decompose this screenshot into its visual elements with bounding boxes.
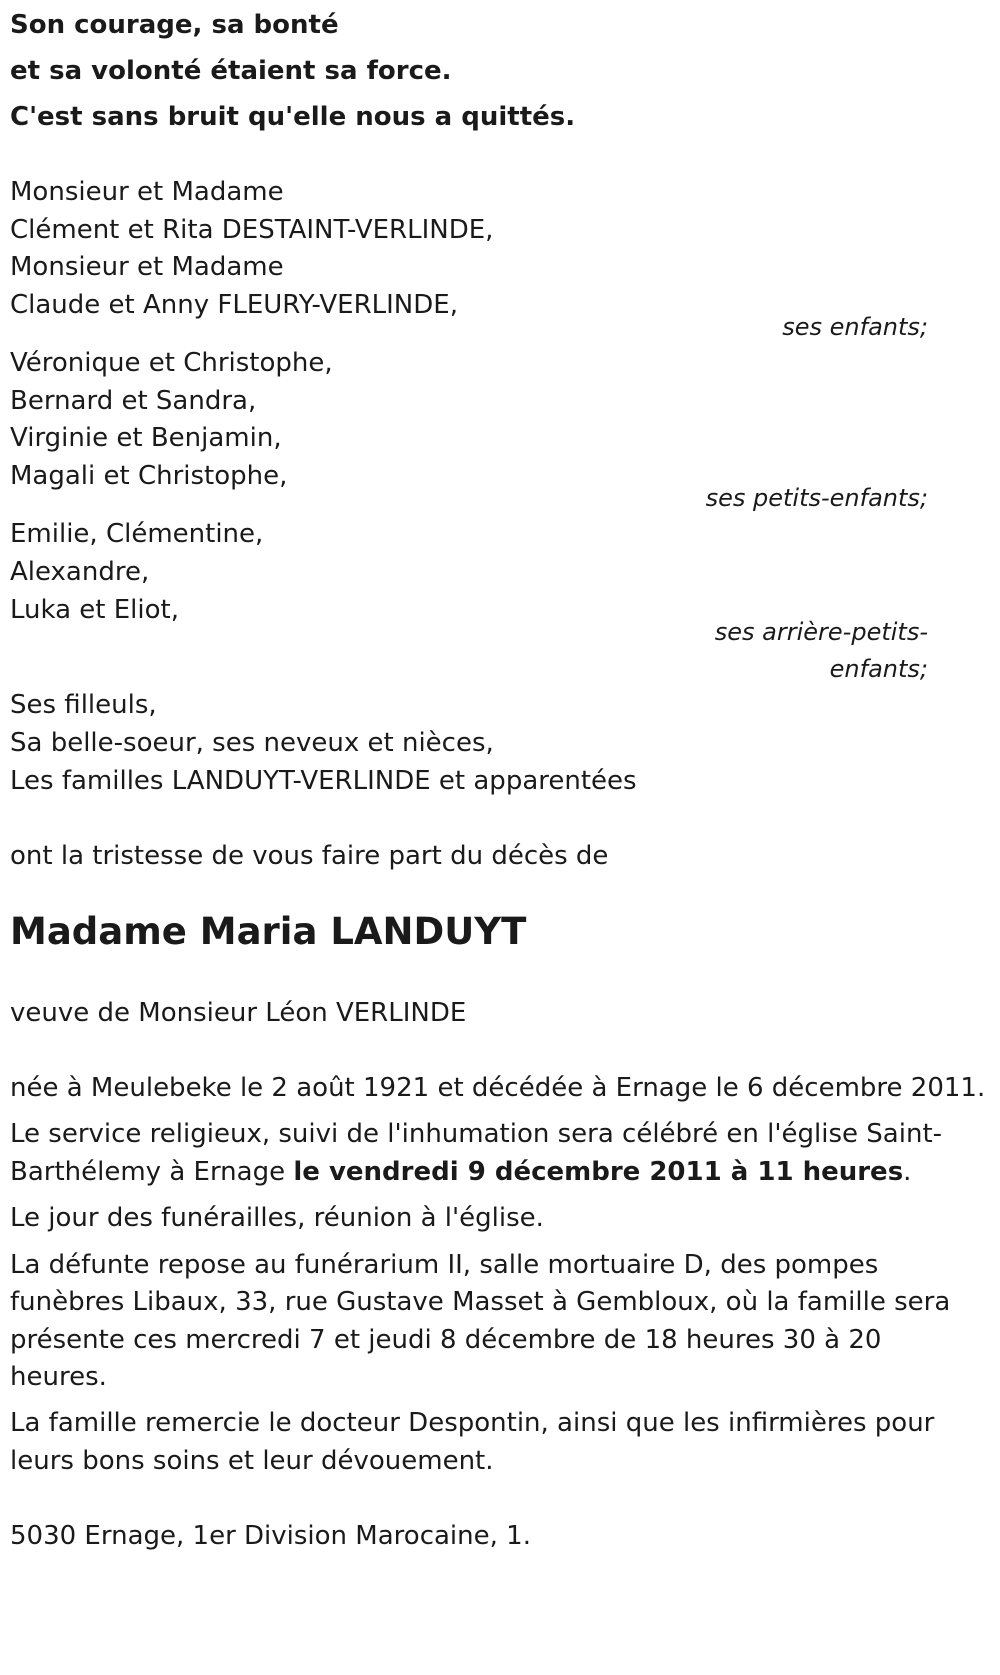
children-line-3: Monsieur et Madame [10,252,284,282]
announcement: ont la tristesse de vous faire part du décès de [10,841,609,871]
thanks-line-1: La famille remercie le docteur Despontin, ainsi que les infirmières pour [10,1408,935,1438]
grandchildren-line-1: Véronique et Christophe, [10,348,333,378]
great-grandchildren-role-line-2: enfants; [829,655,928,683]
others-line-1: Ses filleuls, [10,690,157,720]
funeral-day: Le jour des funérailles, réunion à l'église. [10,1203,544,1233]
children-line-4: Claude et Anny FLEURY-VERLINDE, [10,290,458,320]
address: 5030 Ernage, 1er Division Marocaine, 1. [10,1521,531,1551]
thanks-line-2: leurs bons soins et leur dévouement. [10,1446,494,1476]
deceased-name: Madame Maria LANDUYT [10,910,527,953]
service-line-2 [10,1159,911,1185]
great-grandchildren-line-1: Emilie, Clémentine, [10,519,264,549]
others-line-3: Les familles LANDUYT-VERLINDE et apparentées [10,766,637,796]
widow-of: veuve de Monsieur Léon VERLINDE [10,998,467,1028]
repose-line-1: La défunte repose au funérarium II, salle mortuaire D, des pompes [10,1250,879,1280]
great-grandchildren-line-3: Luka et Eliot, [10,595,179,625]
great-grandchildren-role-line-1: ses arrière-petits- [714,618,928,646]
motto-line-1: Son courage, sa bonté [10,10,339,40]
service-location: Barthélemy à Ernage [10,1157,294,1187]
children-line-2: Clément et Rita DESTAINT-VERLINDE, [10,215,494,245]
repose-line-2: funèbres Libaux, 33, rue Gustave Masset à Gembloux, où la famille sera [10,1287,951,1317]
service-date: le vendredi 9 décembre 2011 à 11 heures [293,1157,904,1187]
birth-death: née à Meulebeke le 2 août 1921 et décédée à Ernage le 6 décembre 2011. [10,1073,986,1103]
motto-line-3: C'est sans bruit qu'elle nous a quittés. [10,102,576,132]
great-grandchildren-line-2: Alexandre, [10,557,150,587]
service-period: . [903,1157,912,1187]
motto-line-2: et sa volonté étaient sa force. [10,56,452,86]
service-line-1: Le service religieux, suivi de l'inhumation sera célébré en l'église Saint- [10,1119,943,1149]
others-line-2: Sa belle-soeur, ses neveux et nièces, [10,728,494,758]
children-role: ses enfants; [782,313,928,341]
repose-line-3: présente ces mercredi 7 et jeudi 8 décembre de 18 heures 30 à 20 [10,1325,882,1355]
grandchildren-line-4: Magali et Christophe, [10,461,288,491]
grandchildren-role: ses petits-enfants; [705,484,928,512]
grandchildren-line-3: Virginie et Benjamin, [10,423,282,453]
repose-line-4: heures. [10,1362,107,1392]
grandchildren-line-2: Bernard et Sandra, [10,386,257,416]
children-line-1: Monsieur et Madame [10,177,284,207]
